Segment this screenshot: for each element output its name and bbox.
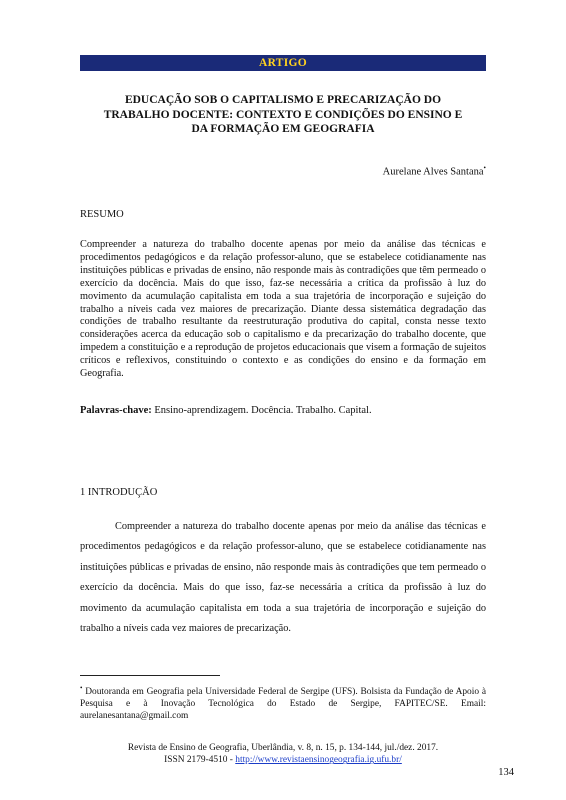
- footnote-mark: •: [80, 684, 83, 692]
- footnote-marker[interactable]: •: [483, 164, 486, 172]
- article-title: [80, 93, 486, 137]
- page-number: 134: [498, 767, 514, 778]
- title-line: TRABALHO DOCENTE: CONTEXTO E CONDIÇÕES DO ENSINO E: [103, 108, 463, 121]
- article-type-banner: [80, 55, 486, 71]
- abstract-heading: RESUMO: [80, 209, 124, 220]
- footnote-divider: [80, 675, 220, 676]
- footnote-text: Doutoranda em Geografia pela Universidade Federal de Sergipe (UFS). Bolsista da Fundação de Apoio à Pesquisa e à Inovação Tecnológica do Estado de Sergipe, FAPITEC/SE. Email: aurelanesantana@gmail.com: [80, 687, 486, 721]
- section-heading-introduction: 1 INTRODUÇÃO: [80, 487, 158, 498]
- journal-url-link[interactable]: http://www.revistaensinogeografia.ig.ufu.br/: [235, 755, 402, 766]
- footnote: [80, 683, 486, 723]
- article-type-label: ARTIGO: [258, 57, 308, 69]
- author-name: Aurelane Alves Santana: [382, 166, 484, 178]
- journal-footer: [80, 742, 486, 767]
- title-line: EDUCAÇÃO SOB O CAPITALISMO E PRECARIZAÇÃO DO: [124, 94, 442, 106]
- introduction-paragraph: Compreender a natureza do trabalho docente apenas por meio da análise das técnicas e procedimentos pedagógicos e da relação professor-aluno, que se estabelece cotidianamente nas instituições públicas e privadas de ensino, não responde mais às contradições que tem permeado o exercício da docência. Mais do que isso, faz-se necessária a crítica da profissão à luz do movimento da acumulação capitalista em toda a sua trajetória de incorporação e sujeição do trabalho a níveis cada vez maiores de precarização.: [80, 521, 486, 635]
- journal-issn: ISSN 2179-4510 -: [164, 755, 236, 766]
- journal-issn-line: [80, 754, 486, 766]
- journal-citation: Revista de Ensino de Geografia, Uberlândia, v. 8, n. 15, p. 134-144, jul./dez. 2017.: [127, 743, 439, 753]
- title-line: DA FORMAÇÃO EM GEOGRAFIA: [191, 123, 375, 135]
- abstract-text: Compreender a natureza do trabalho docente apenas por meio da análise das técnicas e procedimentos pedagógicos e da relação professor-aluno, que se estabelece cotidianamente nas instituições públicas e privadas de ensino, não responde mais às contradições que têm permeado o exercício da docência. Mais do que isso, faz-se necessária a crítica da profissão à luz do movimento da acumulação capitalista em toda a sua trajetória de incorporação e sujeição do trabalho a níveis cada vez maiores de precarização. Diante dessa sistemática degradação das condições de trabalho resultante da reestruturação produtiva do capital, consta nesse texto considerações acerca da educação sob o capitalismo e da precarização do trabalho docente, que impedem a constituição e a reprodução de projetos educacionais que visem a formação de sujeitos críticos e reflexivos, constituindo o contexto e as condições do ensino e da formação em Geografia.: [80, 239, 486, 380]
- keywords-text: Ensino-aprendizagem. Docência. Trabalho. Capital.: [151, 405, 372, 416]
- keywords-line: [80, 405, 486, 416]
- author-line: [383, 164, 486, 178]
- keywords-label: Palavras-chave:: [80, 405, 152, 416]
